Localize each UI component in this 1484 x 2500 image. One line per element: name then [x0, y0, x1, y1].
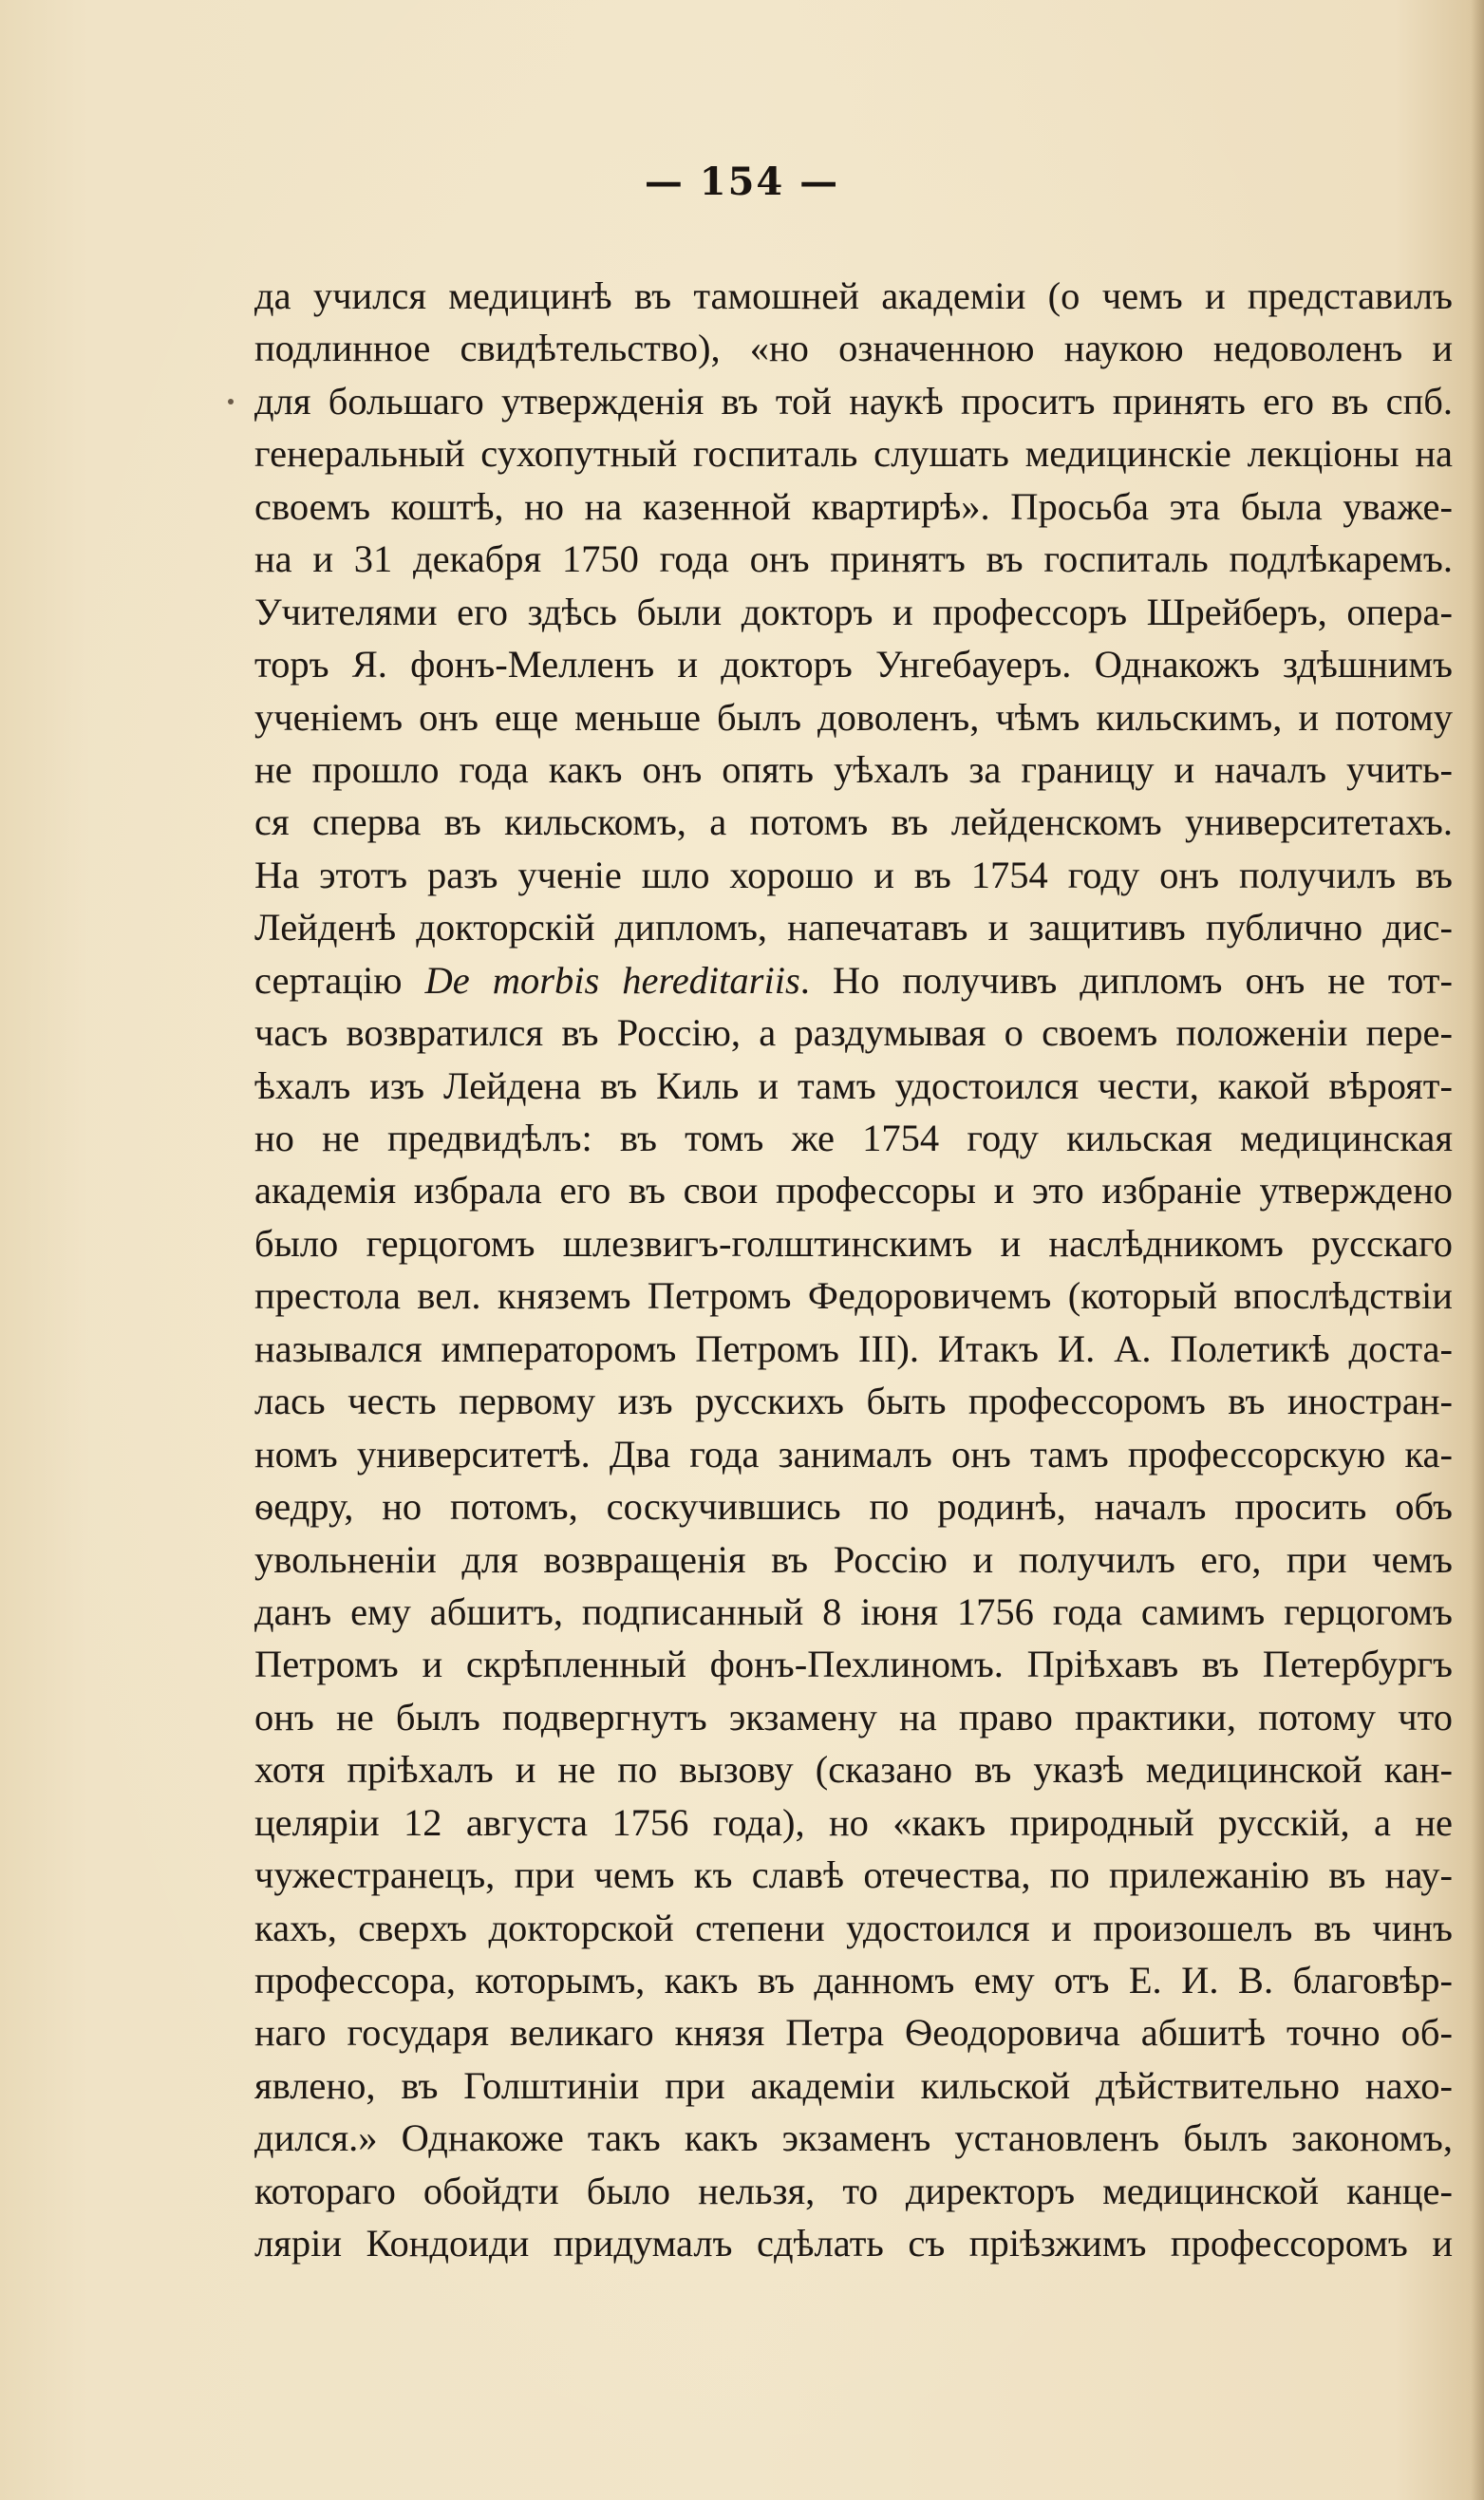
text-line: онъ не былъ подвергнутъ экзамену на право практики, потому что [254, 1695, 1453, 1739]
text-line: ѣхалъ изъ Лейдена въ Киль и тамъ удостоился чести, какой вѣроят- [254, 1063, 1453, 1107]
text-line: да учился медицинѣ въ тамошней академіи (о чемъ и представилъ [254, 274, 1453, 317]
text-line: лась честь первому изъ русскихъ быть профессоромъ въ иностран- [254, 1380, 1453, 1423]
text-line: Лейденѣ докторскій дипломъ, напечатавъ и защитивъ публично дис- [254, 906, 1453, 949]
text-line: профессора, которымъ, какъ въ данномъ ему отъ Е. И. В. благовѣр- [254, 1959, 1453, 2002]
text-line: данъ ему абшитъ, подписанный 8 іюня 1756 года самимъ герцогомъ [254, 1589, 1453, 1633]
text-line: ся сперва въ кильскомъ, а потомъ въ лейденскомъ университетахъ. [254, 800, 1453, 844]
text-line: ѳедру, но потомъ, соскучившись по родинѣ, началъ просить объ [254, 1485, 1453, 1529]
text-line: на и 31 декабря 1750 года онъ принятъ въ госпиталь подлѣкаремъ. [254, 537, 1453, 581]
text-line: торъ Я. фонъ-Мелленъ и докторъ Унгебауеръ. Однакожъ здѣшнимъ [254, 643, 1453, 686]
text-line: ляріи Кондоиди придумалъ сдѣлать съ пріѣзжимъ профессоромъ и [254, 2222, 1453, 2265]
text-line: чужестранецъ, при чемъ къ славѣ отечества, по прилежанію въ нау- [254, 1853, 1453, 1897]
text-line: престола вел. княземъ Петромъ Федоровичемъ (который впослѣдствіи [254, 1274, 1453, 1318]
text-line: академія избрала его въ свои профессоры и это избраніе утверждено [254, 1169, 1453, 1212]
text-line: сертацію De morbis hereditariis. Но получивъ дипломъ онъ не тот- [254, 958, 1453, 1002]
text-line: целяріи 12 августа 1756 года), но «какъ природный русскій, а не [254, 1800, 1453, 1844]
body-text [254, 270, 1453, 2270]
text-line: хотя пріѣхалъ и не по вызову (сказано въ указѣ медицинской кан- [254, 1748, 1453, 1792]
text-line: явлено, въ Голштиніи при академіи кильской дѣйствительно нахо- [254, 2063, 1453, 2107]
text-line: Учителями его здѣсь были докторъ и профессоръ Шрейберъ, опера- [254, 590, 1453, 633]
latin-title: De morbis hereditariis [424, 958, 800, 1002]
page-edge-shadow [1471, 0, 1484, 2500]
text-line: кахъ, сверхъ докторской степени удостоился и произошелъ въ чинъ [254, 1906, 1453, 1949]
text-line: ученіемъ онъ еще меньше былъ доволенъ, чѣмъ кильскимъ, и потому [254, 695, 1453, 739]
text-line: дился.» Однакоже такъ какъ экзаменъ установленъ былъ закономъ, [254, 2116, 1453, 2160]
text-line: было герцогомъ шлезвигъ-голштинскимъ и наслѣдникомъ русскаго [254, 1221, 1453, 1265]
text-line: своемъ коштѣ, но на казенной квартирѣ». Просьба эта была уваже- [254, 484, 1453, 528]
text-line: не прошло года какъ онъ опять уѣхалъ за границу и началъ учить- [254, 747, 1453, 791]
text-line: назывался императоромъ Петромъ III). Итакъ И. А. Полетикѣ доста- [254, 1326, 1453, 1370]
text-line: наго государя великаго князя Петра Ѳеодоровича абшитѣ точно об- [254, 2011, 1453, 2055]
text-line: часъ возвратился въ Россію, а раздумывая о своемъ положеніи пере- [254, 1011, 1453, 1055]
text-line: генеральный сухопутный госпиталь слушать медицинскіе лекціоны на [254, 432, 1453, 476]
text-line: для большаго утвержденія въ той наукѣ проситъ принять его въ спб. [254, 379, 1453, 423]
text-line: Петромъ и скрѣпленный фонъ-Пехлиномъ. Пріѣхавъ въ Петербургъ [254, 1643, 1453, 1686]
text-line: увольненіи для возвращенія въ Россію и получилъ его, при чемъ [254, 1537, 1453, 1581]
text-line: На этотъ разъ ученіе шло хорошо и въ 1754 году онъ получилъ въ [254, 853, 1453, 896]
page-number: — 154 — [644, 160, 840, 204]
text-line: номъ университетѣ. Два года занималъ онъ тамъ профессорскую ка- [254, 1432, 1453, 1476]
text-line: но не предвидѣлъ: въ томъ же 1754 году кильская медицинская [254, 1117, 1453, 1159]
text-line: котораго обойдти было нельзя, то директоръ медицинской канце- [254, 2169, 1453, 2212]
text-line: подлинное свидѣтельство), «но означенною наукою недоволенъ и [254, 327, 1453, 370]
ink-speck [228, 399, 234, 404]
